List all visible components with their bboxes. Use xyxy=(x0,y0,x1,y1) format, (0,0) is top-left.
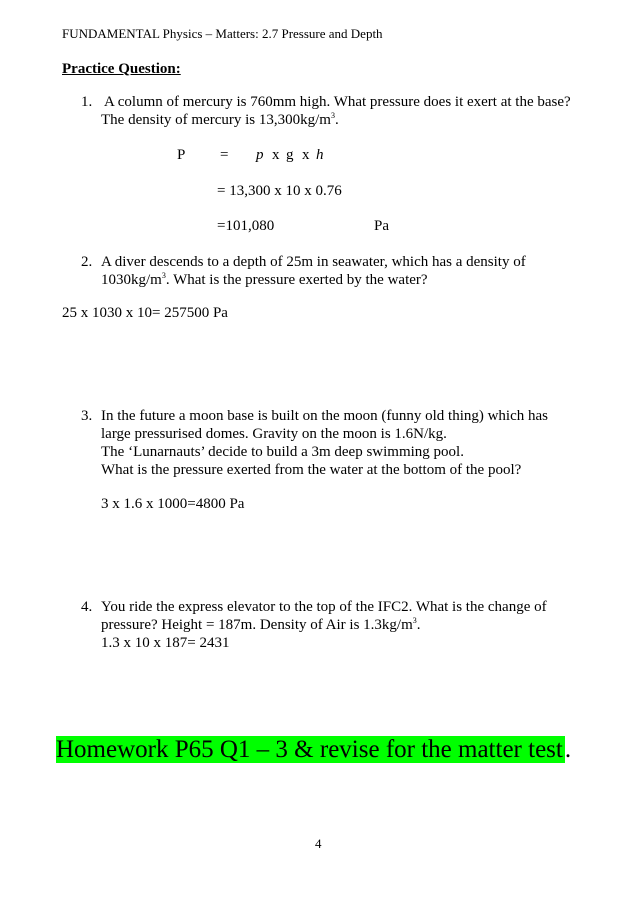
q4-number: 4. xyxy=(81,599,93,615)
q4-answer: 1.3 x 10 x 187= 2431 xyxy=(101,635,230,651)
q3-number: 3. xyxy=(81,408,93,424)
q3-line4: What is the pressure exerted from the water at the bottom of the pool? xyxy=(101,462,522,478)
q3-line1: In the future a moon base is built on the moon (funny old thing) which has xyxy=(101,408,549,424)
homework-banner xyxy=(56,733,571,767)
q2-number: 2. xyxy=(81,254,93,270)
q1-step1: = 13,300 x 10 x 0.76 xyxy=(217,183,342,199)
homework-period: . xyxy=(564,736,572,763)
q4-line1: You ride the express elevator to the top of the IFC2. What is the change of xyxy=(101,599,547,615)
formula-lhs: P xyxy=(177,147,186,163)
q1-step2: =101,080 xyxy=(217,218,275,234)
homework-highlight: Homework P65 Q1 – 3 & revise for the matter test xyxy=(56,736,563,763)
q4-line2: pressure? Height = 187m. Density of Air is $1.3kg/m^3$. xyxy=(101,616,421,633)
practice-heading: Practice Question: xyxy=(62,61,181,77)
q3-line2: large pressurised domes. Gravity on the moon is 1.6N/kg. xyxy=(101,426,447,442)
q3-line3: The ‘Lunarnauts’ decide to build a 3m deep swimming pool. xyxy=(101,444,464,460)
formula-times-1: x xyxy=(272,147,280,163)
q1-unit: Pa xyxy=(374,218,389,234)
formula-h: h xyxy=(316,147,324,163)
q1-line1: A column of mercury is 760mm high. What pressure does it exert at the base? xyxy=(104,94,571,110)
formula-rho: p xyxy=(256,147,264,163)
q2-line1: A diver descends to a depth of 25m in seawater, which has a density of xyxy=(101,254,526,270)
page-header: FUNDAMENTAL Physics – Matters: 2.7 Pressure and Depth xyxy=(62,26,383,41)
page-number: 4 xyxy=(315,836,322,851)
formula-equals: = xyxy=(220,147,229,163)
q2-answer: 25 x 1030 x 10= 257500 Pa xyxy=(62,305,228,321)
q1-number: 1. xyxy=(81,94,93,110)
q1-line2: The density of mercury is $13,300kg/m^3$. xyxy=(101,111,339,128)
q2-line2: $1030kg/m^3$. What is the pressure exerted by the water? xyxy=(101,271,428,288)
formula-times-2: x xyxy=(302,147,310,163)
q3-answer: 3 x 1.6 x 1000=4800 Pa xyxy=(101,496,245,512)
formula-g: g xyxy=(286,147,294,163)
